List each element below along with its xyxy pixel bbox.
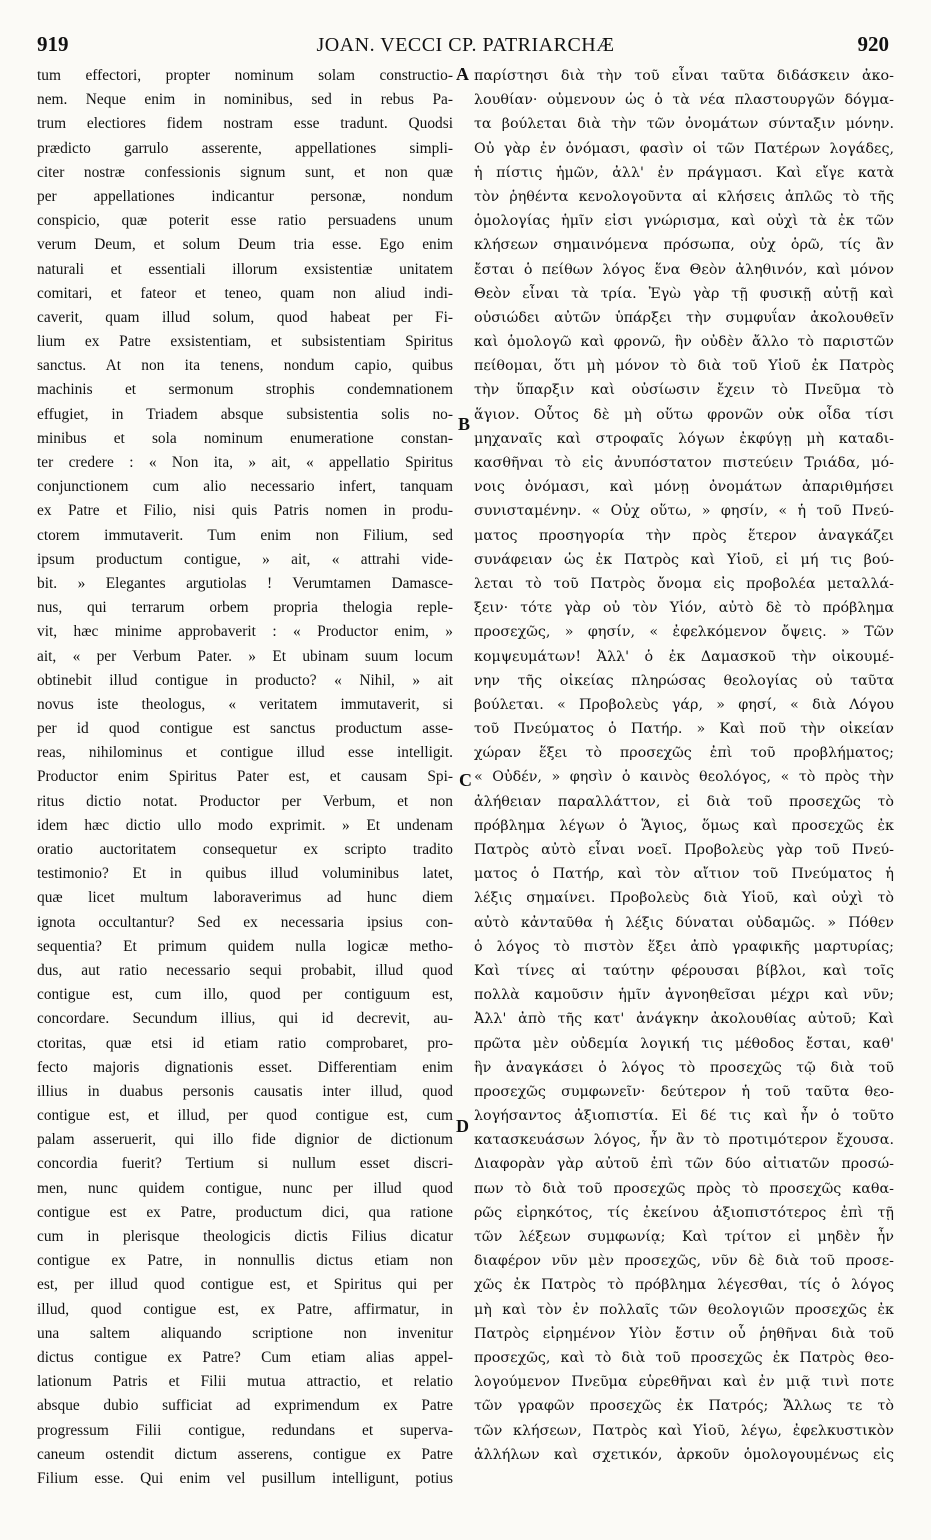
text-line: συνισταμένην. « Οὐχ οὕτω, » φησίν, « ἡ τοῦ Πνεύ- (474, 503, 894, 520)
text-line: lationum Patris et Filii mutua attractio, et relatio (37, 1373, 453, 1391)
text-line: cum in plerisque theologicis dictis Filius dicatur (37, 1228, 453, 1245)
text-line: Καὶ τίνες αἱ ταύτην φέρουσαι βίβλοι, καὶ τοῖς (474, 962, 894, 979)
latin-column (37, 64, 453, 1491)
text-line: ἣν ἀναγκάσει ὁ λόγος τὸ προσεχῶς τῷ διὰ τοῦ (474, 1059, 894, 1076)
text-line: ter credere : « Non ita, » ait, « appellatio Spiritus (37, 454, 453, 471)
running-title: JOAN. VECCI CP. PATRIARCHÆ (316, 34, 615, 56)
text-line: Πατρὸς αὐτὸ εἶναι νοεῖ. Προβολεὺς γὰρ τοῦ Πνεύ- (474, 842, 894, 858)
text-line: Ἀλλ' ἀπὸ τῆς κατ' ἀνάγκην ἀκολουθίας αὐτοῦ; Καὶ (474, 1011, 894, 1028)
text-line: ὁ λόγος τὸ πιστὸν ἕξει ἀπὸ γραφικῆς μαρτυρίας; (474, 938, 894, 955)
text-line: προσεχῶς, καὶ τὸ διὰ τοῦ προσεχῶς ἐκ Πατρὸς θεο- (474, 1349, 894, 1366)
text-line: ὁμολογίας ἡμῖν εἰσι γνώρισμα, καὶ οὐχὶ τὰ ἐκ τῶν (474, 213, 894, 230)
text-line: κλήσεων σημαινόμενα πρόσωπα, οὐχ ὁρῶ, τίς ἂν (474, 237, 894, 254)
text-line: sanctus. At non ita tenens, nondum capio, quibus (37, 357, 453, 375)
section-marker-a: A (456, 64, 469, 84)
text-line: ματος προσηγορία τὴν πρὸς ἕτερον ἀναγκάζει (474, 527, 894, 544)
text-line: ἀλλήλων καὶ σχετικόν, ἀρκοῦν ὁμολογουμένως εἰς (474, 1446, 894, 1463)
text-line: λεται τὸ τοῦ Πατρὸς ὄνομα εἰς προβολέα μεταλλά- (474, 575, 894, 592)
text-line: ait, « per Verbum Pater. » Et ubinam suum locum (37, 647, 453, 665)
text-line: illius in duabus personis causatis inter illud, quod (37, 1082, 453, 1100)
text-line: πολλὰ καμοῦσιν ἡμῖν ἀγνοηθεῖσαι μέχρι καὶ νῦν; (474, 987, 894, 1004)
text-line: χώραν ἕξει τὸ προσεχῶς ἐπὶ τοῦ προβλήματος; (474, 745, 894, 762)
text-line: συνάφειαν ὡς ἐκ Πατρὸς καὶ Υἱοῦ, εἰ μή τις βού- (474, 551, 894, 568)
text-line: caverit, quam illud solum, quod habeat per Fi- (37, 308, 453, 326)
text-line: Θεὸν εἶναι τὰ τρία. Ἐγὼ γὰρ τῇ φυσικῇ αὐτῇ καὶ (474, 285, 894, 302)
text-line: ctorem immutaverit. Tum enim non Filium, sed (37, 526, 453, 544)
text-line: λογήσαντος ἀξιοπιστία. Εἰ δέ τις καὶ ἦν ὁ τοῦτο (474, 1108, 894, 1125)
text-line: διαφέρον νῦν μὲν προσεχῶς, νῦν δὲ διὰ τοῦ προσε- (474, 1253, 894, 1270)
text-line: ματος ὁ Πατήρ, καὶ τὸν αἴτιον τοῦ Πνεύματος ἡ (474, 866, 894, 883)
section-marker-d: D (456, 1116, 469, 1136)
text-line: est, per illud quod contigue est, et Spiritus qui per (37, 1276, 453, 1294)
text-line: παρίστησι διὰ τὴν τοῦ εἶναι ταῦτα διδάσκειν ἀκο- (474, 68, 894, 84)
text-line: reas, nihilominus et contigue illud esse intelligit. (37, 744, 453, 762)
text-line: μὴ καὶ τὸν ἐν πολλαῖς τῶν θεολογιῶν προσεχῶς ἐκ (474, 1301, 894, 1318)
text-line: κασθῆναι τὸ εἰς ἀνυπόστατον πιστεύειν Τριάδα, μό- (474, 455, 894, 471)
text-line: ἀλήθειαν παραλλάττον, εἰ διὰ τοῦ προσεχῶς τὸ (474, 793, 894, 810)
page-number-left: 919 (37, 32, 69, 56)
text-line: τὸν ῥηθέντα κενολογοῦντα αἱ κλήσεις ἁπλῶς τὸ τῆς (474, 188, 894, 205)
text-line: concordare. Secundum illius, qui id decrevit, au- (37, 1010, 453, 1028)
text-line: nem. Neque enim in nominibus, sed in rebus Pa- (37, 91, 453, 109)
text-line: πείθομαι, ὅτι μὴ μόνον τὸ διὰ τοῦ Υἱοῦ ἐκ Πατρὸς (474, 358, 894, 375)
text-line: per id quod contigue est sanctus productum asse- (37, 720, 453, 738)
text-line: contigue est, et illud, per quod contigue est, cum (37, 1107, 453, 1125)
text-line: νην τῆς οἰκείας πληρώσας θεολογίας οὐ ταῦτα (474, 672, 894, 689)
text-line: πων τὸ διὰ τοῦ προσεχῶς πρὸς τὸ προσεχῶς καθα- (474, 1180, 894, 1197)
text-line: τῶν κλήσεων, Πατρὸς καὶ Υἱοῦ, λέγω, ἐφελκυστικὸν (474, 1422, 894, 1439)
text-line: βούλεται. « Προβολεὺς γάρ, » φησί, « διὰ Λόγου (474, 696, 894, 713)
text-line: fecto majoris dignationis esset. Differentiam enim (37, 1058, 453, 1076)
text-line: ctoritas, quæ etsi id etiam ratio comprobaret, pro- (37, 1034, 453, 1052)
text-line: πρῶτα μὲν οὐδεμία λογική τις μέθοδος ἔσται, καθ' (474, 1035, 894, 1052)
text-line: λουθίαν· οὐμενουν ὡς ὁ τὰ νέα πλαστουργῶν δόγμα- (474, 92, 894, 109)
text-line: τα βούλεται διὰ τὴν τῶν ὀνομάτων σύνταξιν μόνην. (474, 116, 894, 133)
text-line: quæ licet multum laboraverimus ad hunc diem (37, 889, 453, 907)
text-line: νοις ὀνόμασι, καὶ μόνῃ ὀνομάτων ἀπαριθμήσει (474, 479, 894, 496)
greek-column (474, 64, 894, 1467)
text-line: una saltem aliquando scriptione non invenitur (37, 1324, 453, 1342)
text-line: novus iste theologus, « veritatem immutaverit, si (37, 695, 453, 713)
text-line: bit. » Elegantes argutiolas ! Verumtamen Damasce- (37, 574, 453, 592)
text-line: ex Patre et Filio, nisi quis Patris nomen in produ- (37, 502, 453, 520)
text-line: palam asseruerit, qui illo fide dignior de dictionum (37, 1131, 453, 1149)
text-line: idem hæc dictio ullo modo exprimit. » Et undenam (37, 816, 453, 834)
text-line: Διαφορὰν γὰρ αὐτοῦ ἐπὶ τῶν δύο αἰτιατῶν προσώ- (474, 1156, 894, 1173)
text-line: per appellationes indicantur personæ, nondum (37, 187, 453, 205)
text-line: ξειν· τότε γὰρ οὐ τὸν Υἱόν, αὐτὸ δὲ τὸ πρόβλημα (474, 600, 894, 617)
text-line: concordia fuerit? Tertium si nullum esset discri- (37, 1155, 453, 1173)
text-line: comitari, et fateor et teneo, quam non aliud indi- (37, 284, 453, 302)
text-line: conspicio, quæ poterit esse ratio persuadens unum (37, 212, 453, 230)
text-line: λέξις σημαίνει. Προβολεὺς διὰ Υἱοῦ, καὶ οὐχὶ τὸ (474, 890, 894, 907)
text-line: ignota occultantur? Sed ex necessaria ipsius con- (37, 913, 453, 931)
text-line: lium ex Patre exsistentiam, et subsistentiam Spiritus (37, 333, 453, 351)
text-line: μηχαναῖς καὶ στροφαῖς λόγων ἐκφύγῃ μὴ καταδι- (474, 430, 894, 447)
text-line: trum electiores fidem nostram esse tradunt. Quodsi (37, 115, 453, 133)
text-line: obtinebit illud contigue in producto? « Nihil, » ait (37, 671, 453, 689)
text-line: testimonio? Et in quibus illud voluminibus latet, (37, 865, 453, 883)
text-line: vit, hæc minime approbaverit : « Productor enim, » (37, 623, 453, 641)
text-line: τοῦ Πνεύματος ὁ Πατήρ. » Καὶ ποῦ τὴν οἰκείαν (474, 721, 894, 738)
text-line: αὐτὸ κἀνταῦθα ἡ λέξις δύναται οὐδαμῶς. » Πόθεν (474, 914, 894, 931)
text-line: Filium esse. Qui enim vel pusillum intelligunt, potius (37, 1469, 453, 1487)
text-line: contigue est ex Patre, productum dici, qua ratione (37, 1203, 453, 1221)
text-line: tum effectori, propter nominum solam constructio- (37, 67, 453, 84)
text-line: ἅγιον. Οὗτος δὲ μὴ οὕτω φρονῶν οὐκ οἶδα τίσι (474, 406, 894, 423)
text-line: minibus et sola nominum enumeratione constan- (37, 429, 453, 447)
text-line: effugiet, in Triadem absque subsistentia solis no- (37, 405, 453, 423)
text-line: machinis et sermonum strophis condemnationem (37, 381, 453, 399)
text-line: πρόβλημα λέγων ὁ Ἅγιος, ὅμως καὶ προσεχῶς ἐκ (474, 817, 894, 834)
text-line: τῶν γραφῶν προσεχῶς ἐκ Πατρός; Ἄλλως τε τὸ (474, 1398, 894, 1415)
text-line: χῶς ἐκ Πατρὸς τὸ πρόβλημα λέγεσθαι, τίς ὁ λόγος (474, 1277, 894, 1294)
section-marker-b: B (458, 414, 471, 434)
text-line: progressum Filii contigue, redundans et superva- (37, 1421, 453, 1439)
text-line: ἡ πίστις ἡμῶν, ἀλλ' ἐν πράγμασι. Καὶ εἴγε κατὰ (474, 164, 894, 181)
text-line: dus, aut ratio necessario sequi probabit, illud quod (37, 961, 453, 979)
text-line: λογούμενον Πνεῦμα εὑρεθῆναι καὶ ἐν μιᾷ τινὶ ποτε (474, 1374, 894, 1391)
text-line: ritus dictio notat. Productor per Verbum, et non (37, 792, 453, 810)
text-line: προσεχῶς συμφωνεῖν· δεύτερον ἡ τοῦ ταῦτα θεο- (474, 1083, 894, 1100)
section-marker-c: C (459, 770, 472, 790)
text-line: contigue ex Patre, in nonnullis dictus etiam non (37, 1252, 453, 1270)
text-line: τῶν λέξεων συμφωνίᾳ; Καὶ τρίτον εἰ μηδὲν ἦν (474, 1229, 894, 1245)
text-line: « Οὐδέν, » φησὶν ὁ καινὸς θεολόγος, « τὸ πρὸς τὴν (474, 769, 894, 786)
text-line: Οὐ γὰρ ἐν ὀνόμασι, φασὶν οἱ τῶν Πατέρων λογάδες, (474, 140, 894, 157)
page-number-right: 920 (857, 32, 889, 56)
text-line: absque dubio sufficiat ad exprimendum ex Patre (37, 1397, 453, 1415)
text-line: κατασκευάσων λόγος, ἦν ἂν τὸ προτιμότερον ἔχουσα. (474, 1132, 894, 1149)
text-line: verum Deum, et solum Deum tria esse. Ego enim (37, 236, 453, 254)
text-line: κομψευμάτων! Ἀλλ' ὁ ἐκ Δαμασκοῦ τὴν οἰκουμέ- (474, 648, 894, 665)
text-line: καὶ ὁμολογῶ καὶ φρονῶ, ἣν οὐδὲν ἄλλο τὸ παριστῶν (474, 334, 894, 351)
text-line: citer nostræ confessionis signum sunt, et non quæ (37, 163, 453, 181)
text-line: caneum ostendit dictum asserens, contigue ex Patre (37, 1445, 453, 1463)
text-line: oratio auctoritatem consequetur ex scripto tradito (37, 841, 453, 858)
text-line: dictus contigue ex Patre? Cum etiam alias appel- (37, 1348, 453, 1366)
text-line: prædicto garrulo asserente, appellationes simpli- (37, 139, 453, 157)
text-line: Πατρὸς εἰρημένον Υἱὸν ἔστιν οὗ ῥηθῆναι διὰ τοῦ (474, 1325, 894, 1342)
page-header (0, 32, 931, 62)
text-line: Productor enim Spiritus Pater est, et causam Spi- (37, 768, 453, 786)
text-line: naturali et essentiali illorum exsistentiæ unitatem (37, 260, 453, 278)
text-line: conjunctionem cum alio necessario infert, tanquam (37, 478, 453, 496)
text-line: ρῶς εἰρηκότος, τίς ἐκείνου ἀξιοπιστότερος ἐπὶ τῇ (474, 1204, 894, 1221)
text-line: οὐσιώδει αὐτῶν ὑπάρξει τὴν συμφυΐαν ἀκολουθεῖν (474, 309, 894, 326)
text-line: contigue est, cum illo, quod per contiguum est, (37, 986, 453, 1004)
text-line: nus, qui terrarum orbem propria thelogia reple- (37, 599, 453, 617)
text-line: illud, quod contigue est, ex Patre, affirmatur, in (37, 1300, 453, 1318)
text-line: προσεχῶς, » φησίν, « ἐφελκόμενον ὄψεις. » Τῶν (474, 624, 894, 641)
text-line: men, nunc quidem contigue, nunc per illud quod (37, 1179, 453, 1197)
text-line: sequentia? Et primum quidem nulla logicæ metho- (37, 937, 453, 955)
text-line: ἔσται ὁ πείθων λόγος ἕνα Θεὸν ἀληθινόν, καὶ μόνον (474, 261, 894, 278)
text-line: ipsum productum contigue, » ait, « attrahi vide- (37, 550, 453, 568)
text-line: τὴν ὕπαρξιν καὶ οὐσίωσιν ἔχειν τὸ Πνεῦμα τὸ (474, 382, 894, 399)
